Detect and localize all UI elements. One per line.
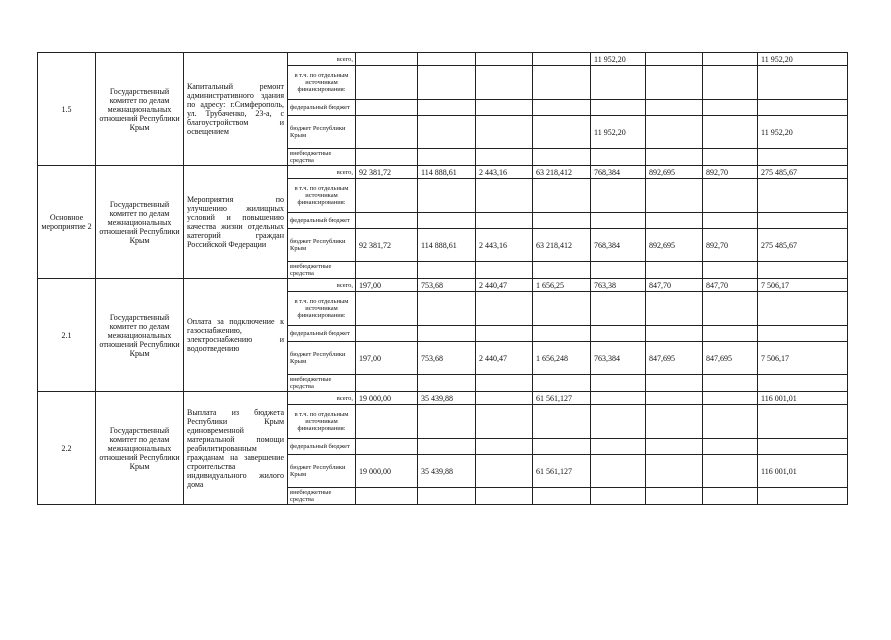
value-cell — [703, 149, 758, 166]
value-cell: 847,70 — [703, 279, 758, 292]
value-cell — [591, 392, 646, 405]
value-cell — [533, 116, 591, 149]
value-cell — [703, 488, 758, 505]
value-cell: 116 001,01 — [758, 455, 848, 488]
value-cell — [356, 439, 418, 455]
value-cell — [356, 179, 418, 213]
value-cell: 892,70 — [703, 166, 758, 179]
value-cell: 35 439,88 — [418, 392, 476, 405]
value-cell: 92 381,72 — [356, 166, 418, 179]
value-cell — [758, 149, 848, 166]
table-row — [38, 392, 848, 405]
value-cell — [591, 439, 646, 455]
value-cell — [646, 262, 703, 279]
funding-source-label: в т.ч. по отдельным источникам финансирования: — [288, 179, 356, 213]
value-cell: 197,00 — [356, 342, 418, 375]
funding-source-label: бюджет Республики Крым — [288, 455, 356, 488]
value-cell: 61 561,127 — [533, 455, 591, 488]
value-cell — [703, 392, 758, 405]
value-cell — [476, 326, 533, 342]
value-cell — [703, 455, 758, 488]
value-cell: 114 888,61 — [418, 229, 476, 262]
value-cell: 275 485,67 — [758, 229, 848, 262]
value-cell — [591, 66, 646, 100]
value-cell: 847,695 — [703, 342, 758, 375]
value-cell: 763,38 — [591, 279, 646, 292]
value-cell: 19 000,00 — [356, 455, 418, 488]
funding-source-label: внебюджетные средства — [288, 262, 356, 279]
value-cell — [533, 375, 591, 392]
value-cell: 63 218,412 — [533, 229, 591, 262]
value-cell — [533, 149, 591, 166]
value-cell — [476, 455, 533, 488]
value-cell — [418, 53, 476, 66]
value-cell — [533, 292, 591, 326]
value-cell — [418, 179, 476, 213]
value-cell — [418, 116, 476, 149]
value-cell: 197,00 — [356, 279, 418, 292]
value-cell — [476, 179, 533, 213]
value-cell — [646, 53, 703, 66]
value-cell — [591, 488, 646, 505]
value-cell — [476, 53, 533, 66]
value-cell — [356, 53, 418, 66]
value-cell: 63 218,412 — [533, 166, 591, 179]
value-cell — [646, 149, 703, 166]
funding-source-label: всего, — [288, 53, 356, 66]
value-cell — [758, 262, 848, 279]
value-cell — [703, 326, 758, 342]
value-cell — [418, 66, 476, 100]
value-cell — [533, 100, 591, 116]
value-cell: 114 888,61 — [418, 166, 476, 179]
measure-description: Оплата за подключение к газоснабжению, электроснабжению и водоотведению — [184, 279, 288, 392]
value-cell: 753,68 — [418, 279, 476, 292]
value-cell — [703, 405, 758, 439]
value-cell — [356, 405, 418, 439]
value-cell — [418, 488, 476, 505]
value-cell — [418, 149, 476, 166]
value-cell — [418, 100, 476, 116]
value-cell — [646, 326, 703, 342]
value-cell: 1 656,25 — [533, 279, 591, 292]
value-cell: 847,695 — [646, 342, 703, 375]
value-cell: 11 952,20 — [591, 53, 646, 66]
value-cell: 61 561,127 — [533, 392, 591, 405]
funding-source-label: всего, — [288, 279, 356, 292]
funding-source-label: в т.ч. по отдельным источникам финансирования: — [288, 66, 356, 100]
value-cell — [591, 455, 646, 488]
value-cell — [591, 262, 646, 279]
value-cell: 11 952,20 — [591, 116, 646, 149]
value-cell — [418, 326, 476, 342]
value-cell — [646, 213, 703, 229]
measure-description: Выплата из бюджета Республики Крым единовременной материальной помощи реабилитированным гражданам на завершение строительства индивидуального жилого дома — [184, 392, 288, 505]
value-cell — [418, 213, 476, 229]
value-cell — [356, 326, 418, 342]
value-cell — [646, 455, 703, 488]
value-cell — [418, 292, 476, 326]
value-cell: 2 440,47 — [476, 342, 533, 375]
funding-source-label: всего, — [288, 166, 356, 179]
value-cell — [646, 292, 703, 326]
value-cell — [533, 439, 591, 455]
value-cell — [356, 149, 418, 166]
value-cell: 892,695 — [646, 229, 703, 262]
value-cell — [758, 488, 848, 505]
value-cell — [591, 100, 646, 116]
value-cell — [758, 375, 848, 392]
table-row — [38, 279, 848, 292]
value-cell — [356, 375, 418, 392]
value-cell — [591, 179, 646, 213]
value-cell: 35 439,88 — [418, 455, 476, 488]
funding-source-label: всего, — [288, 392, 356, 405]
value-cell: 2 440,47 — [476, 279, 533, 292]
value-cell — [703, 100, 758, 116]
value-cell — [476, 439, 533, 455]
value-cell — [356, 213, 418, 229]
value-cell: 275 485,67 — [758, 166, 848, 179]
value-cell: 116 001,01 — [758, 392, 848, 405]
value-cell — [591, 149, 646, 166]
value-cell — [758, 100, 848, 116]
funding-source-label: федеральный бюджет — [288, 439, 356, 455]
value-cell: 7 506,17 — [758, 342, 848, 375]
value-cell — [356, 488, 418, 505]
row-number: 2.1 — [38, 279, 96, 392]
funding-source-label: федеральный бюджет — [288, 213, 356, 229]
value-cell: 7 506,17 — [758, 279, 848, 292]
funding-source-label: в т.ч. по отдельным источникам финансирования: — [288, 405, 356, 439]
funding-source-label: бюджет Республики Крым — [288, 116, 356, 149]
value-cell: 768,384 — [591, 229, 646, 262]
value-cell — [533, 213, 591, 229]
value-cell — [591, 375, 646, 392]
value-cell — [703, 439, 758, 455]
measure-description: Капитальный ремонт административного здания по адресу: г.Симферополь, ул. Трубаченко, 23-а, с благоустройством и освещением — [184, 53, 288, 166]
value-cell — [533, 179, 591, 213]
value-cell — [418, 375, 476, 392]
value-cell — [418, 262, 476, 279]
value-cell — [703, 213, 758, 229]
funding-source-label: внебюджетные средства — [288, 149, 356, 166]
value-cell — [591, 213, 646, 229]
value-cell: 2 443,16 — [476, 166, 533, 179]
funding-table — [37, 52, 848, 505]
value-cell — [591, 292, 646, 326]
value-cell — [476, 213, 533, 229]
funding-source-label: внебюджетные средства — [288, 488, 356, 505]
value-cell — [533, 262, 591, 279]
value-cell — [646, 116, 703, 149]
value-cell — [476, 116, 533, 149]
value-cell — [533, 488, 591, 505]
value-cell: 892,695 — [646, 166, 703, 179]
table-row — [38, 166, 848, 179]
funding-source-label: федеральный бюджет — [288, 100, 356, 116]
value-cell — [758, 179, 848, 213]
value-cell — [476, 100, 533, 116]
value-cell: 2 443,16 — [476, 229, 533, 262]
value-cell — [758, 326, 848, 342]
value-cell — [703, 116, 758, 149]
value-cell: 768,384 — [591, 166, 646, 179]
value-cell — [703, 262, 758, 279]
value-cell — [476, 405, 533, 439]
value-cell — [476, 488, 533, 505]
value-cell — [703, 292, 758, 326]
row-number: Основное мероприятие 2 — [38, 166, 96, 279]
value-cell — [476, 66, 533, 100]
value-cell — [476, 392, 533, 405]
value-cell: 847,70 — [646, 279, 703, 292]
value-cell: 892,70 — [703, 229, 758, 262]
executor-cell: Государственный комитет по делам межнациональных отношений Республики Крым — [96, 392, 184, 505]
value-cell: 11 952,20 — [758, 116, 848, 149]
value-cell — [758, 405, 848, 439]
executor-cell: Государственный комитет по делам межнациональных отношений Республики Крым — [96, 279, 184, 392]
funding-source-label: в т.ч. по отдельным источникам финансирования: — [288, 292, 356, 326]
value-cell — [533, 405, 591, 439]
value-cell — [646, 66, 703, 100]
funding-source-label: внебюджетные средства — [288, 375, 356, 392]
value-cell: 763,384 — [591, 342, 646, 375]
value-cell — [758, 292, 848, 326]
value-cell — [703, 375, 758, 392]
value-cell — [476, 292, 533, 326]
value-cell — [418, 405, 476, 439]
value-cell — [758, 213, 848, 229]
value-cell — [703, 179, 758, 213]
funding-source-label: бюджет Республики Крым — [288, 342, 356, 375]
value-cell — [533, 326, 591, 342]
value-cell — [646, 392, 703, 405]
value-cell — [646, 439, 703, 455]
table-body — [38, 53, 848, 505]
row-number: 1.5 — [38, 53, 96, 166]
value-cell — [356, 66, 418, 100]
value-cell: 11 952,20 — [758, 53, 848, 66]
value-cell: 92 381,72 — [356, 229, 418, 262]
value-cell — [533, 66, 591, 100]
value-cell — [646, 488, 703, 505]
measure-description: Мероприятия по улучшению жилищных условий и повышению качества жизни отдельных категорий граждан Российской Федерации — [184, 166, 288, 279]
value-cell — [646, 100, 703, 116]
funding-source-label: бюджет Республики Крым — [288, 229, 356, 262]
value-cell — [703, 53, 758, 66]
row-number: 2.2 — [38, 392, 96, 505]
value-cell — [533, 53, 591, 66]
value-cell — [703, 66, 758, 100]
value-cell — [758, 439, 848, 455]
value-cell — [758, 66, 848, 100]
value-cell — [476, 149, 533, 166]
value-cell: 19 000,00 — [356, 392, 418, 405]
value-cell — [646, 375, 703, 392]
value-cell — [418, 439, 476, 455]
funding-source-label: федеральный бюджет — [288, 326, 356, 342]
value-cell — [356, 262, 418, 279]
executor-cell: Государственный комитет по делам межнациональных отношений Республики Крым — [96, 53, 184, 166]
value-cell — [646, 179, 703, 213]
value-cell — [356, 100, 418, 116]
value-cell — [476, 262, 533, 279]
value-cell — [356, 116, 418, 149]
value-cell — [476, 375, 533, 392]
value-cell — [591, 405, 646, 439]
value-cell — [646, 405, 703, 439]
value-cell: 753,68 — [418, 342, 476, 375]
value-cell: 1 656,248 — [533, 342, 591, 375]
value-cell — [356, 292, 418, 326]
value-cell — [591, 326, 646, 342]
executor-cell: Государственный комитет по делам межнациональных отношений Республики Крым — [96, 166, 184, 279]
table-row — [38, 53, 848, 66]
